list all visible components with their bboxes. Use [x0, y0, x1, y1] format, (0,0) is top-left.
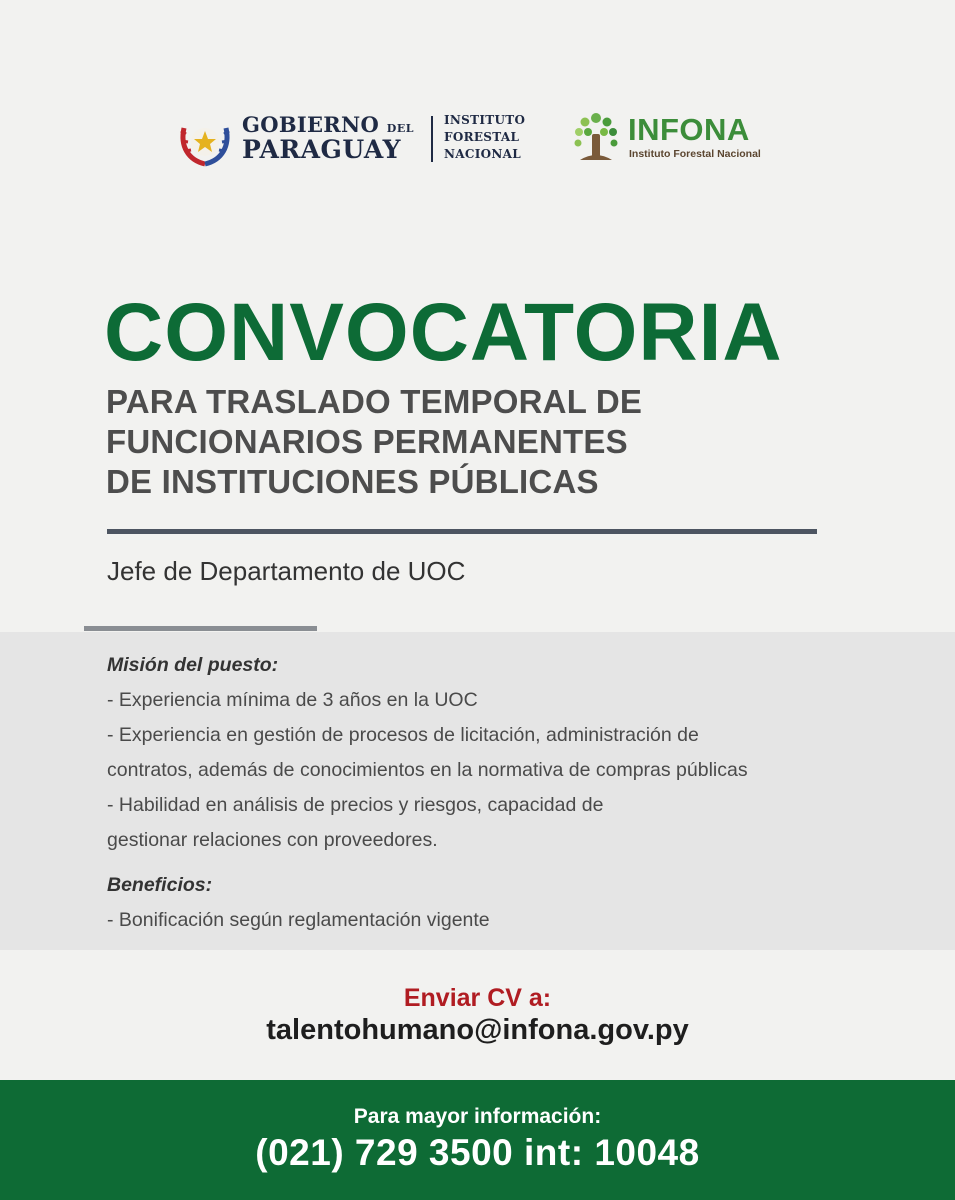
national-seal-icon — [176, 112, 234, 170]
subtitle-line: DE INSTITUCIONES PÚBLICAS — [106, 463, 599, 500]
job-title: Jefe de Departamento de UOC — [107, 556, 466, 586]
institute-line: NACIONAL — [444, 147, 522, 161]
infona-subtitle: Instituto Forestal Nacional — [629, 148, 761, 160]
gobierno-paraguay-wordmark — [242, 114, 414, 162]
institute-line: FORESTAL — [444, 130, 520, 144]
benefits-line: - Bonificación según reglamentación vigente — [107, 909, 490, 931]
mission-heading: Misión del puesto: — [107, 654, 279, 676]
benefits-heading: Beneficios: — [107, 874, 213, 896]
send-cv-label: Enviar CV a: — [403, 984, 552, 1012]
paraguay-word: PARAGUAY — [242, 135, 401, 164]
institute-line: INSTITUTO — [444, 113, 526, 127]
mission-line: - Experiencia mínima de 3 años en la UOC — [107, 689, 478, 711]
tree-icon — [572, 112, 620, 162]
panel-divider — [84, 626, 317, 631]
subtitle-line: PARA TRASLADO TEMPORAL DE — [106, 383, 643, 420]
mission-line: - Habilidad en análisis de precios y riesgos, capacidad de — [107, 794, 604, 816]
mission-line: gestionar relaciones con proveedores. — [107, 829, 438, 851]
contact-email[interactable]: talentohumano@infona.gov.py — [266, 1014, 689, 1046]
mission-line: contratos, además de conocimientos en la normativa de compras públicas — [107, 759, 748, 781]
infona-wordmark: INFONA — [628, 112, 750, 147]
del-word: DEL — [386, 122, 414, 135]
subtitle — [106, 382, 642, 502]
section-divider — [107, 529, 817, 534]
infona-logo — [572, 112, 782, 164]
gobierno-word: GOBIERNO — [242, 112, 380, 137]
subtitle-line: FUNCIONARIOS PERMANENTES — [106, 423, 628, 460]
gobierno-paraguay-logo — [176, 108, 548, 170]
page-title: CONVOCATORIA — [104, 287, 783, 378]
footer-phone[interactable]: (021) 729 3500 int: 10048 — [255, 1132, 700, 1173]
instituto-forestal-wordmark — [444, 112, 525, 163]
spacer — [107, 858, 748, 868]
mission-line: - Experiencia en gestión de procesos de licitación, administración de — [107, 724, 699, 746]
logo-divider — [431, 116, 433, 162]
requirements-text — [107, 648, 748, 938]
footer-info-label: Para mayor información: — [353, 1105, 602, 1128]
